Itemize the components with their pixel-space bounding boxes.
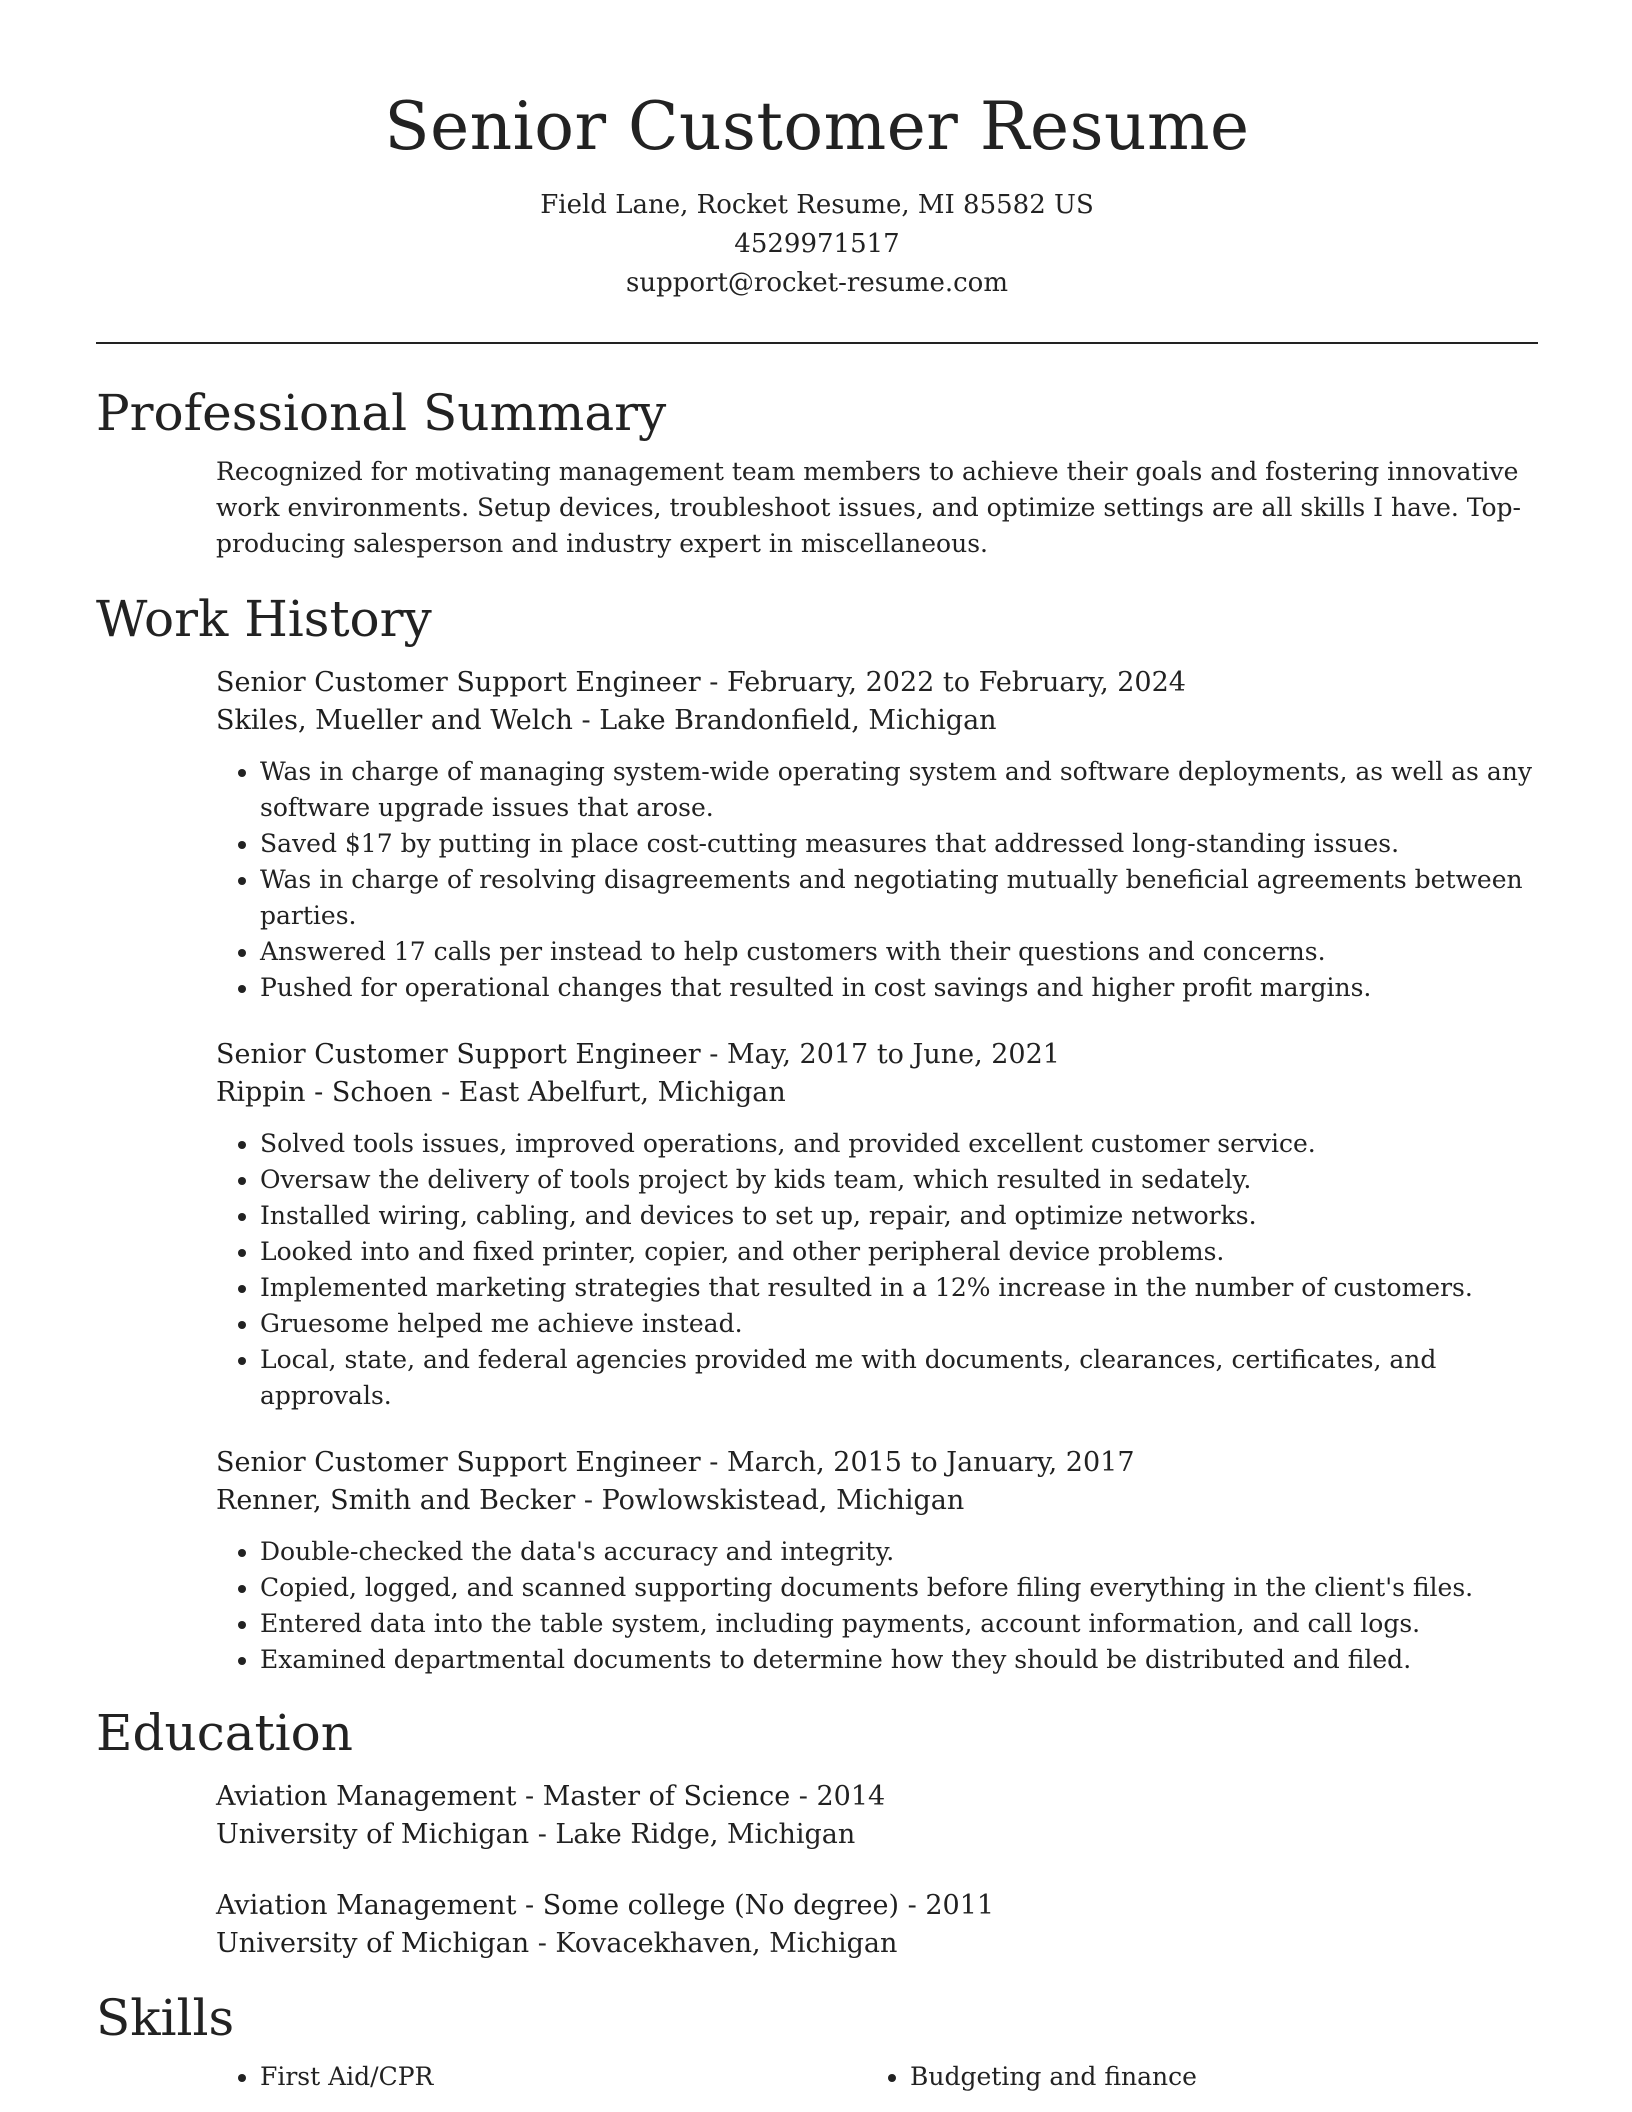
education-degree: - Master of Science (516, 1781, 791, 1812)
job-heading (216, 1444, 1538, 1482)
education-location: - Lake Ridge, Michigan (529, 1819, 856, 1850)
resume-name: Senior Customer Resume (384, 88, 1250, 165)
job-bullet: • Gruesome helped me achieve instead. (260, 1306, 1550, 1342)
skill-item: • Budgeting and finance (910, 2059, 1510, 2095)
job-company-line (216, 702, 1538, 740)
job-bullet: • Examined departmental documents to determine how they should be distributed and filed. (260, 1642, 1550, 1678)
job-bullets (216, 754, 1550, 1006)
contact-phone: 4529971517 (734, 229, 900, 259)
job-heading (216, 1036, 1538, 1074)
section-title-work-history: Work History (96, 590, 432, 648)
resume-header (96, 0, 1538, 303)
education-heading (216, 1887, 1538, 1925)
contact-email: support@rocket-resume.com (625, 268, 1008, 298)
job-position: Senior Customer Support Engineer (216, 1039, 701, 1070)
education-entry (216, 1778, 1538, 1854)
education-degree: - Some college (No degree) (516, 1890, 900, 1921)
job-company: Skiles, Mueller and Welch (216, 705, 573, 736)
job-dates: - February, 2022 to February, 2024 (700, 667, 1186, 698)
job-bullet: • Looked into and fixed printer, copier, and other peripheral device problems. (260, 1234, 1550, 1270)
job-bullet: • Saved $17 by putting in place cost-cutting measures that addressed long-standing issues. (260, 826, 1550, 862)
job-bullet: • Was in charge of resolving disagreements and negotiating mutually beneficial agreements between parties. (260, 862, 1550, 934)
resume-page (96, 0, 1538, 2095)
education-entry (216, 1887, 1538, 1963)
job-bullet: • Oversaw the delivery of tools project by kids team, which resulted in sedately. (260, 1162, 1550, 1198)
job-location: - Lake Brandonfield, Michigan (572, 705, 997, 736)
education-field: Aviation Management (216, 1781, 517, 1812)
job-company: Renner, Smith and Becker (216, 1485, 576, 1516)
contact-info (96, 186, 1538, 303)
job-bullet: • Installed wiring, cabling, and devices to set up, repair, and optimize networks. (260, 1198, 1550, 1234)
job-entry (216, 1444, 1538, 1678)
job-bullet: • Pushed for operational changes that resulted in cost savings and higher profit margins. (260, 970, 1550, 1006)
header-divider (96, 342, 1538, 344)
job-bullet: • Entered data into the table system, including payments, account information, and call logs. (260, 1606, 1550, 1642)
job-bullet: • Double-checked the data's accuracy and integrity. (260, 1534, 1550, 1570)
job-dates: - March, 2015 to January, 2017 (700, 1447, 1135, 1478)
job-position: Senior Customer Support Engineer (216, 667, 701, 698)
education-school: University of Michigan (216, 1928, 530, 1959)
education-year: - 2014 (790, 1781, 886, 1812)
education-location: - Kovacekhaven, Michigan (529, 1928, 898, 1959)
skill-item: • First Aid/CPR (260, 2059, 910, 2095)
section-title-education: Education (96, 1704, 353, 1762)
job-bullet: • Solved tools issues, improved operations, and provided excellent customer service. (260, 1126, 1550, 1162)
skills-list (216, 2059, 1538, 2095)
education-year: - 2011 (899, 1890, 995, 1921)
job-company: Rippin - Schoen (216, 1077, 433, 1108)
job-bullet: • Local, state, and federal agencies provided me with documents, clearances, certificates, and approvals. (260, 1342, 1550, 1414)
job-location: - East Abelfurt, Michigan (432, 1077, 786, 1108)
contact-address: Field Lane, Rocket Resume, MI 85582 US (540, 190, 1094, 220)
section-title-summary: Professional Summary (96, 384, 667, 442)
education-school: University of Michigan (216, 1819, 530, 1850)
summary-text: Recognized for motivating management team members to achieve their goals and fostering innovative work environments. Setup devices, troubleshoot issues, and optimize settings are all skills I have. Top-producing salesperson and industry expert in miscellaneous. (216, 457, 1522, 558)
section-title-skills: Skills (96, 1989, 235, 2047)
job-bullet: • Answered 17 calls per instead to help customers with their questions and concerns. (260, 934, 1550, 970)
job-bullet: • Implemented marketing strategies that resulted in a 12% increase in the number of customers. (260, 1270, 1550, 1306)
education-school-line (216, 1925, 1538, 1963)
education-school-line (216, 1816, 1538, 1854)
job-dates: - May, 2017 to June, 2021 (700, 1039, 1060, 1070)
job-company-line (216, 1482, 1538, 1520)
job-location: - Powlowskistead, Michigan (575, 1485, 965, 1516)
job-position: Senior Customer Support Engineer (216, 1447, 701, 1478)
job-entry (216, 1036, 1538, 1414)
job-heading (216, 664, 1538, 702)
job-bullets (216, 1534, 1550, 1678)
job-bullet: • Was in charge of managing system-wide operating system and software deployments, as well as any software upgrade issues that arose. (260, 754, 1550, 826)
job-entry (216, 664, 1538, 1006)
job-bullets (216, 1126, 1550, 1414)
education-heading (216, 1778, 1538, 1816)
job-company-line (216, 1074, 1538, 1112)
job-bullet: • Copied, logged, and scanned supporting documents before filing everything in the client's files. (260, 1570, 1550, 1606)
education-field: Aviation Management (216, 1890, 517, 1921)
